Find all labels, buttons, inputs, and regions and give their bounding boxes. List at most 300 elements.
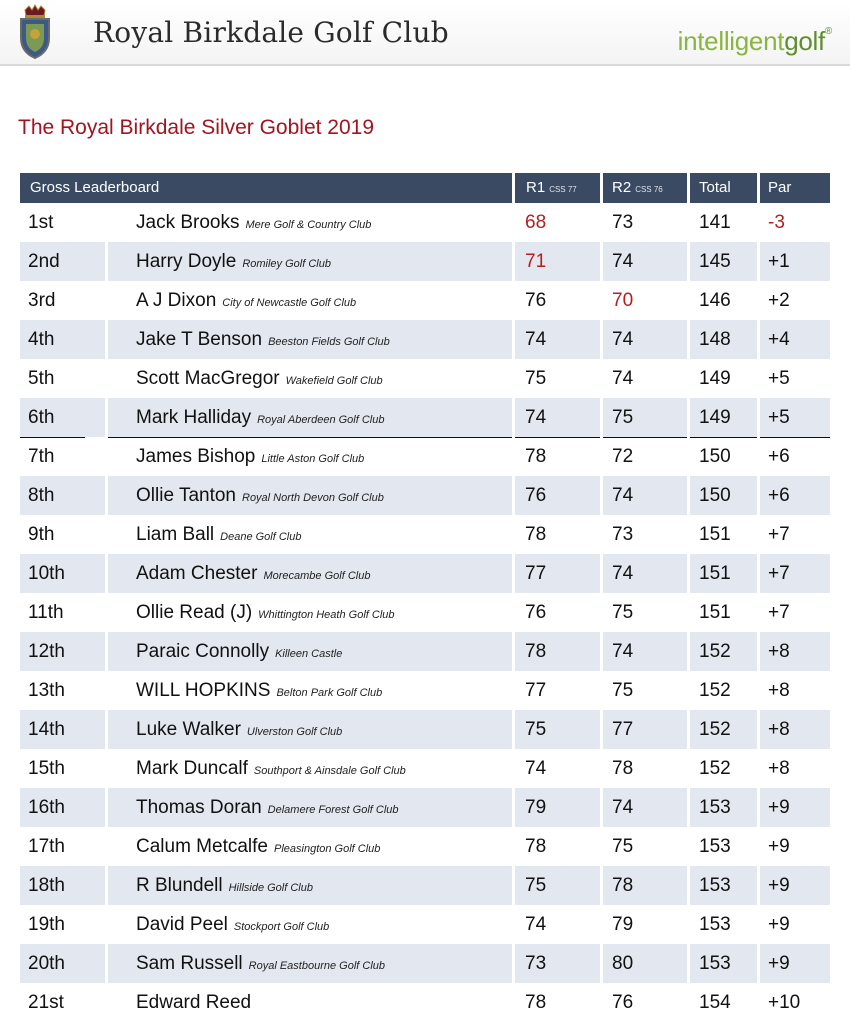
header-r2: [612, 173, 663, 203]
total-score: 149: [699, 368, 731, 389]
row-divider: [600, 983, 603, 1022]
row-divider: [600, 827, 603, 866]
total-score: 153: [699, 875, 731, 896]
round2-score: 74: [612, 329, 634, 350]
table-row[interactable]: [20, 515, 830, 554]
to-par: +8: [768, 680, 790, 701]
total-score: 150: [699, 485, 731, 506]
position-cell: 3rd: [28, 290, 56, 311]
round1-score: 75: [525, 719, 547, 740]
total-score: 152: [699, 641, 731, 662]
player-club: Killeen Castle: [275, 648, 343, 660]
row-divider: [512, 593, 515, 632]
player-club: Pleasington Golf Club: [274, 843, 381, 855]
player-cell: [136, 905, 329, 944]
row-divider: [687, 203, 690, 242]
row-divider: [757, 905, 760, 944]
position-cell: 16th: [28, 797, 65, 818]
row-divider: [687, 593, 690, 632]
round1-score: 74: [525, 914, 547, 935]
brand-registered-mark: ®: [824, 26, 832, 37]
row-divider: [757, 710, 760, 749]
position-cell: 9th: [28, 524, 55, 545]
row-divider: [600, 281, 603, 320]
player-name: David Peel: [136, 914, 228, 935]
intelligentgolf-logo[interactable]: [678, 26, 832, 57]
row-divider: [757, 593, 760, 632]
row-divider: [512, 554, 515, 593]
player-club: Deane Golf Club: [220, 531, 302, 543]
round1-score: 76: [525, 602, 547, 623]
header-leaderboard-label: Gross Leaderboard: [30, 179, 160, 196]
round2-score: 76: [612, 992, 634, 1013]
player-cell: [136, 554, 370, 593]
player-name: Ollie Tanton: [136, 485, 236, 506]
row-divider: [105, 515, 108, 554]
total-score: 145: [699, 251, 731, 272]
header-r1: [526, 173, 577, 203]
row-divider: [600, 710, 603, 749]
row-divider: [512, 632, 515, 671]
player-name: Mark Halliday: [136, 407, 252, 428]
row-divider: [687, 983, 690, 1022]
round1-score: 76: [525, 485, 547, 506]
row-divider: [687, 554, 690, 593]
to-par: +8: [768, 719, 790, 740]
to-par: +5: [768, 407, 790, 428]
player-club: Morecambe Golf Club: [263, 570, 371, 582]
row-divider: [757, 320, 760, 359]
row-divider: [512, 359, 515, 398]
row-divider: [687, 944, 690, 983]
table-row[interactable]: [20, 944, 830, 983]
round2-score: 80: [612, 953, 634, 974]
total-score: 154: [699, 992, 731, 1013]
total-score: 149: [699, 407, 731, 428]
table-row[interactable]: [20, 983, 830, 1022]
player-cell: [136, 788, 399, 827]
row-divider: [512, 983, 515, 1022]
position-cell: 11th: [28, 602, 64, 623]
row-divider: [757, 476, 760, 515]
round2-score: 79: [612, 914, 634, 935]
row-divider: [687, 749, 690, 788]
player-name: Edward Reed: [136, 992, 252, 1013]
player-cell: [136, 515, 301, 554]
row-divider: [600, 671, 603, 710]
round1-score: 74: [525, 758, 547, 779]
table-row[interactable]: [20, 281, 830, 320]
player-name: Jack Brooks: [136, 212, 240, 233]
row-divider: [600, 905, 603, 944]
player-name: Scott MacGregor: [136, 368, 280, 389]
header-r2-css: CSS 76: [635, 185, 663, 194]
row-divider: [687, 827, 690, 866]
player-club: Stockport Golf Club: [233, 921, 330, 933]
row-divider: [512, 827, 515, 866]
row-divider: [600, 866, 603, 905]
row-divider: [105, 554, 108, 593]
row-divider: [512, 242, 515, 281]
round1-score: 78: [525, 992, 547, 1013]
player-cell: [136, 827, 380, 866]
round1-score: 73: [525, 953, 547, 974]
round1-score: 68: [525, 212, 547, 233]
round1-score: 78: [525, 446, 547, 467]
total-score: 148: [699, 329, 731, 350]
round1-score: 74: [525, 329, 547, 350]
row-divider: [105, 710, 108, 749]
row-divider: [600, 476, 603, 515]
table-row[interactable]: [20, 710, 830, 749]
row-divider: [512, 671, 515, 710]
row-divider: [105, 866, 108, 905]
row-divider: [687, 359, 690, 398]
row-divider: [687, 437, 690, 476]
to-par: +9: [768, 797, 790, 818]
row-divider: [757, 554, 760, 593]
row-divider: [687, 671, 690, 710]
round1-score: 78: [525, 641, 547, 662]
table-row[interactable]: [20, 632, 830, 671]
row-divider: [105, 632, 108, 671]
row-divider: [757, 398, 760, 437]
player-cell: [136, 281, 356, 320]
row-divider: [757, 671, 760, 710]
position-cell: 1st: [28, 212, 54, 233]
row-divider: [512, 281, 515, 320]
position-cell: 19th: [28, 914, 65, 935]
to-par: +7: [768, 563, 790, 584]
round1-score: 77: [525, 680, 547, 701]
header-r1-label: R1: [526, 179, 546, 196]
round2-score: 74: [612, 641, 634, 662]
round2-score: 75: [612, 602, 634, 623]
round2-score: 74: [612, 485, 634, 506]
position-cell: 4th: [28, 329, 55, 350]
round1-score: 79: [525, 797, 547, 818]
row-divider: [757, 827, 760, 866]
to-par: +9: [768, 836, 790, 857]
total-score: 152: [699, 719, 731, 740]
leaderboard-rows: [20, 203, 830, 1022]
total-score: 151: [699, 602, 731, 623]
player-cell: [136, 671, 382, 710]
round1-score: 75: [525, 368, 547, 389]
round2-score: 78: [612, 875, 634, 896]
player-name: Sam Russell: [136, 953, 243, 974]
gross-leaderboard-table: [20, 173, 830, 1022]
table-row[interactable]: [20, 593, 830, 632]
player-name: James Bishop: [136, 446, 256, 467]
round2-score: 72: [612, 446, 634, 467]
total-score: 153: [699, 836, 731, 857]
player-cell: [136, 437, 364, 476]
header-r2-label: R2: [612, 179, 632, 196]
player-cell: [136, 476, 384, 515]
position-cell: 8th: [28, 485, 55, 506]
round2-score: 78: [612, 758, 634, 779]
header-par: Par: [768, 179, 792, 196]
player-name: Mark Duncalf: [136, 758, 248, 779]
row-divider: [105, 905, 108, 944]
row-divider: [105, 593, 108, 632]
table-row[interactable]: [20, 554, 830, 593]
player-cell: [136, 242, 331, 281]
to-par: +9: [768, 914, 790, 935]
row-divider: [757, 359, 760, 398]
player-name: WILL HOPKINS: [136, 680, 271, 701]
player-name: Ollie Read (J): [136, 602, 253, 623]
player-club: Beeston Fields Golf Club: [268, 336, 390, 348]
total-score: 150: [699, 446, 731, 467]
to-par: +8: [768, 758, 790, 779]
club-crest-logo: [16, 4, 54, 60]
site-header: [0, 0, 850, 66]
position-cell: 6th: [28, 407, 55, 428]
player-cell: [136, 983, 251, 1022]
position-cell: 20th: [28, 953, 65, 974]
to-par: +6: [768, 446, 790, 467]
to-par: +6: [768, 485, 790, 506]
player-cell: [136, 320, 390, 359]
round1-score: 77: [525, 563, 547, 584]
player-cell: [136, 203, 371, 242]
round2-score: 74: [612, 368, 634, 389]
round1-score: 75: [525, 875, 547, 896]
player-name: Thomas Doran: [136, 797, 262, 818]
row-divider: [687, 398, 690, 437]
player-club: Royal Aberdeen Golf Club: [257, 414, 385, 426]
player-cell: [136, 632, 342, 671]
to-par: +7: [768, 602, 790, 623]
round1-score: 78: [525, 836, 547, 857]
row-divider: [600, 320, 603, 359]
total-score: 153: [699, 953, 731, 974]
header-total: Total: [699, 179, 731, 196]
to-par: +5: [768, 368, 790, 389]
row-divider: [105, 983, 108, 1022]
player-club: Romiley Golf Club: [242, 258, 331, 270]
header-r1-css: CSS 77: [549, 185, 577, 194]
table-row[interactable]: [20, 905, 830, 944]
table-row[interactable]: [20, 788, 830, 827]
player-name: A J Dixon: [136, 290, 217, 311]
round1-score: 78: [525, 524, 547, 545]
total-score: 146: [699, 290, 731, 311]
row-divider: [105, 242, 108, 281]
row-divider: [105, 281, 108, 320]
player-name: Paraic Connolly: [136, 641, 270, 662]
row-divider: [512, 515, 515, 554]
player-cell: [136, 710, 342, 749]
row-divider: [687, 866, 690, 905]
row-divider: [757, 944, 760, 983]
player-club: Whittington Heath Golf Club: [258, 609, 395, 621]
position-cell: 21st: [28, 992, 64, 1013]
row-divider: [757, 632, 760, 671]
position-cell: 15th: [28, 758, 65, 779]
row-divider: [512, 476, 515, 515]
row-divider: [512, 866, 515, 905]
row-divider: [512, 788, 515, 827]
round2-score: 75: [612, 680, 634, 701]
to-par: +10: [768, 992, 801, 1013]
row-divider: [600, 554, 603, 593]
table-row[interactable]: [20, 320, 830, 359]
player-cell: [136, 749, 406, 788]
position-cell: 13th: [28, 680, 65, 701]
to-par: +9: [768, 953, 790, 974]
player-name: Luke Walker: [136, 719, 241, 740]
row-divider: [600, 242, 603, 281]
table-row[interactable]: [20, 359, 830, 398]
row-divider: [687, 476, 690, 515]
position-cell: 10th: [28, 563, 65, 584]
position-cell: 14th: [28, 719, 65, 740]
row-divider: [512, 944, 515, 983]
player-name: Liam Ball: [136, 524, 215, 545]
round2-score: 74: [612, 797, 634, 818]
row-divider: [105, 320, 108, 359]
round1-score: 76: [525, 290, 547, 311]
row-divider: [600, 203, 603, 242]
total-score: 151: [699, 524, 731, 545]
round2-score: 73: [612, 212, 634, 233]
player-cell: [136, 944, 385, 983]
row-divider: [757, 242, 760, 281]
header-divider: [512, 173, 515, 203]
position-cell: 2nd: [28, 251, 60, 272]
position-cell: 17th: [28, 836, 65, 857]
round2-score: 75: [612, 407, 634, 428]
to-par: -3: [768, 212, 785, 233]
row-divider: [757, 983, 760, 1022]
to-par: +9: [768, 875, 790, 896]
total-score: 141: [699, 212, 731, 233]
row-divider: [600, 398, 603, 437]
player-club: Hillside Golf Club: [228, 882, 313, 894]
round1-score: 74: [525, 407, 547, 428]
to-par: +1: [768, 251, 790, 272]
table-row[interactable]: [20, 203, 830, 242]
row-divider: [757, 788, 760, 827]
row-divider: [105, 671, 108, 710]
row-divider: [600, 632, 603, 671]
table-row[interactable]: [20, 671, 830, 710]
round2-score: 77: [612, 719, 634, 740]
row-divider: [512, 320, 515, 359]
row-divider: [757, 203, 760, 242]
row-divider: [687, 710, 690, 749]
to-par: +8: [768, 641, 790, 662]
player-club: Little Aston Golf Club: [261, 453, 365, 465]
header-divider: [600, 173, 603, 203]
row-divider: [512, 905, 515, 944]
row-divider: [105, 827, 108, 866]
row-divider: [105, 476, 108, 515]
brand-part1: intelligent: [677, 26, 785, 56]
player-cell: [136, 359, 383, 398]
header-divider: [687, 173, 690, 203]
table-header: [20, 173, 830, 203]
row-divider: [105, 788, 108, 827]
to-par: +2: [768, 290, 790, 311]
row-divider: [600, 944, 603, 983]
row-divider: [512, 749, 515, 788]
position-cell: 5th: [28, 368, 55, 389]
row-divider: [600, 749, 603, 788]
player-club: Mere Golf & Country Club: [245, 219, 372, 231]
table-row[interactable]: [20, 437, 830, 476]
to-par: +7: [768, 524, 790, 545]
position-cell: 12th: [28, 641, 65, 662]
total-score: 153: [699, 797, 731, 818]
event-title: The Royal Birkdale Silver Goblet 2019: [18, 116, 375, 139]
player-club: Ulverston Golf Club: [246, 726, 343, 738]
table-row[interactable]: [20, 827, 830, 866]
row-divider: [687, 905, 690, 944]
player-name: Harry Doyle: [136, 251, 237, 272]
row-divider: [757, 866, 760, 905]
player-name: Jake T Benson: [136, 329, 263, 350]
table-row[interactable]: [20, 866, 830, 905]
player-cell: [136, 866, 313, 905]
row-divider: [757, 515, 760, 554]
table-row[interactable]: [20, 242, 830, 281]
row-divider: [105, 203, 108, 242]
row-divider: [687, 281, 690, 320]
header-divider: [757, 173, 760, 203]
row-divider: [600, 359, 603, 398]
round2-score: 74: [612, 563, 634, 584]
player-club: Southport & Ainsdale Golf Club: [253, 765, 406, 777]
row-divider: [600, 593, 603, 632]
table-row[interactable]: [20, 398, 830, 437]
row-divider: [600, 437, 603, 476]
row-divider: [512, 710, 515, 749]
position-cell: 7th: [28, 446, 55, 467]
row-divider: [105, 359, 108, 398]
club-name: Royal Birkdale Golf Club: [93, 16, 449, 49]
row-divider: [687, 515, 690, 554]
row-divider: [757, 749, 760, 788]
to-par: +4: [768, 329, 790, 350]
table-row[interactable]: [20, 476, 830, 515]
player-name: Adam Chester: [136, 563, 258, 584]
round1-score: 71: [525, 251, 547, 272]
row-divider: [105, 944, 108, 983]
row-divider: [512, 203, 515, 242]
position-cell: 18th: [28, 875, 65, 896]
row-divider: [600, 788, 603, 827]
player-club: Royal Eastbourne Golf Club: [248, 960, 386, 972]
row-divider: [600, 515, 603, 554]
row-divider: [105, 437, 108, 476]
round2-score: 74: [612, 251, 634, 272]
row-divider: [687, 242, 690, 281]
table-row[interactable]: [20, 749, 830, 788]
total-score: 153: [699, 914, 731, 935]
player-name: Calum Metcalfe: [136, 836, 268, 857]
row-divider: [757, 437, 760, 476]
player-cell: [136, 398, 384, 437]
total-score: 152: [699, 680, 731, 701]
row-divider: [687, 632, 690, 671]
row-divider: [105, 398, 108, 437]
row-divider: [757, 281, 760, 320]
player-cell: [136, 593, 395, 632]
